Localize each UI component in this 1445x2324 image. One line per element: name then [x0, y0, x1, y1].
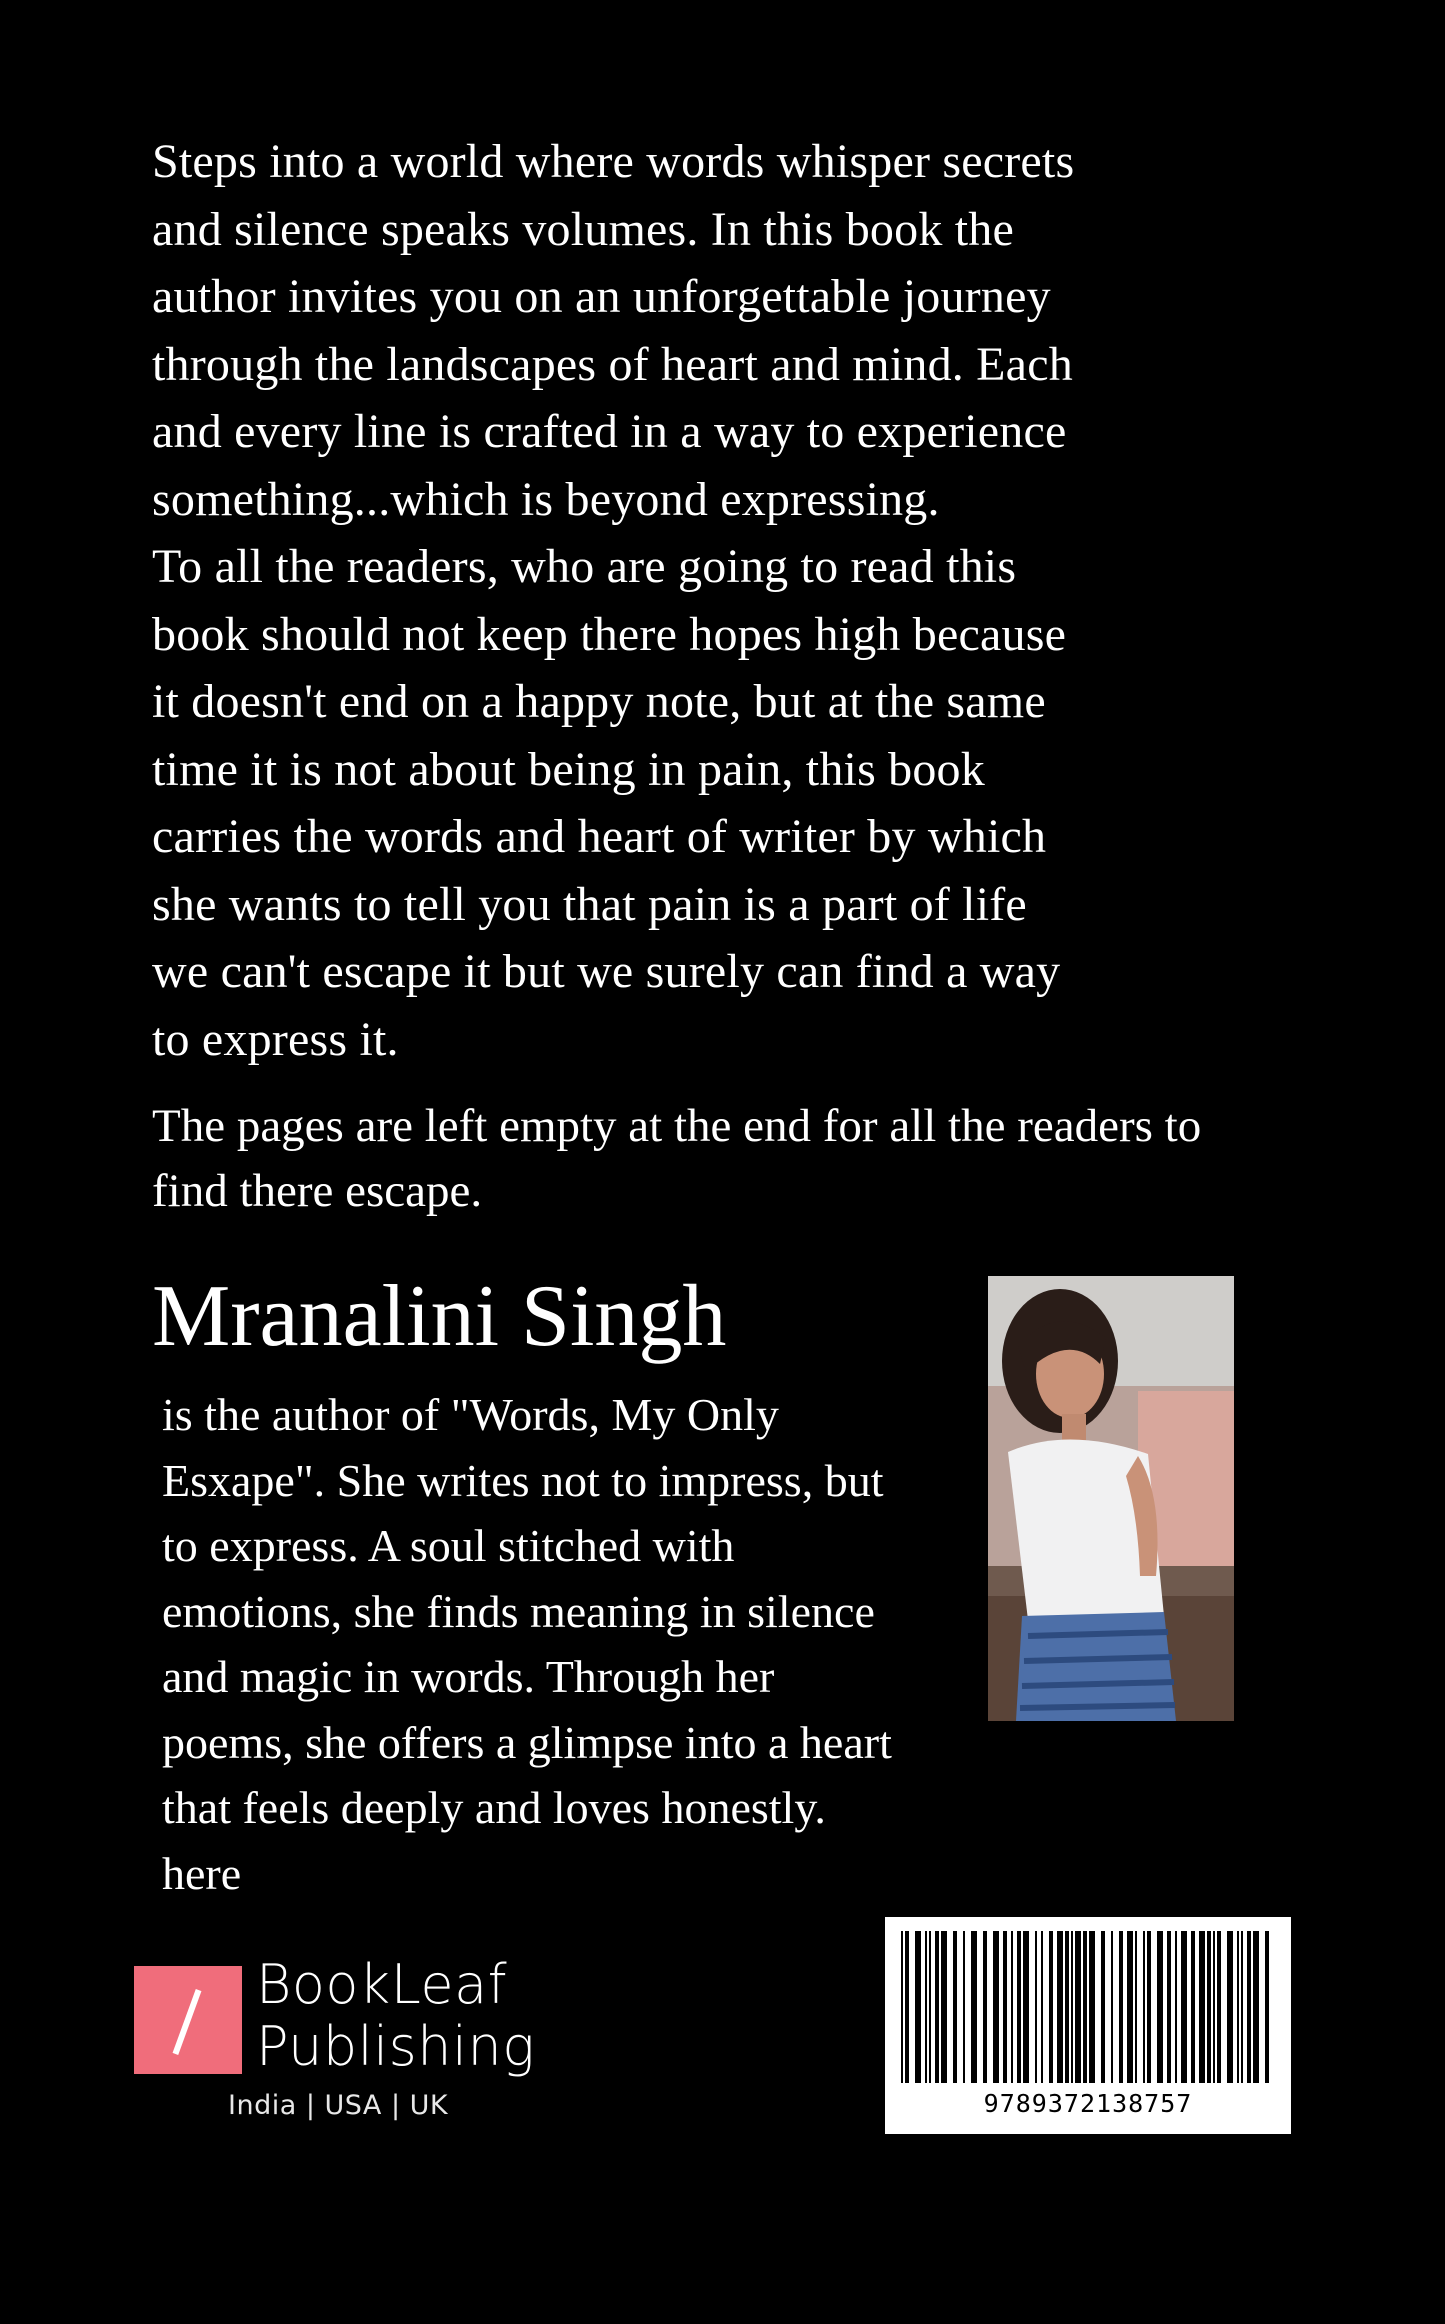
barcode-bar [1065, 1931, 1069, 2083]
barcode-bar [1135, 1931, 1137, 2083]
isbn-number: 9789372138757 [983, 2089, 1193, 2118]
barcode-bar [963, 1931, 965, 2083]
barcode-bar [1191, 1931, 1195, 2083]
barcode-bar [1181, 1931, 1187, 2083]
barcode-icon [897, 1931, 1279, 2083]
barcode-bar [1017, 1931, 1021, 2083]
barcode-bar [1227, 1931, 1233, 2083]
barcode-bar [1071, 1931, 1073, 2083]
isbn-barcode [885, 1917, 1291, 2134]
barcode-bar [1057, 1931, 1063, 2083]
barcode-bar [1175, 1931, 1177, 2083]
publisher-name: BookLeaf Publishing [256, 1953, 536, 2078]
barcode-bar [1147, 1931, 1151, 2083]
barcode-bar [1003, 1931, 1007, 2083]
barcode-bar [971, 1931, 977, 2083]
barcode-bar [905, 1931, 909, 2083]
publisher-logo [134, 1953, 554, 2140]
barcode-bar [925, 1931, 927, 2083]
barcode-bar [1167, 1931, 1171, 2083]
publisher-regions: India | USA | UK [228, 2090, 449, 2121]
barcode-bar [1213, 1931, 1215, 2083]
empty-pages-note: The pages are left empty at the end for all the readers to find there escape. [152, 1100, 1202, 1217]
barcode-bar [1041, 1931, 1043, 2083]
barcode-bar [1083, 1931, 1087, 2083]
author-photo [988, 1276, 1234, 1721]
barcode-bar [1111, 1931, 1113, 2083]
barcode-bar [901, 1931, 903, 2083]
barcode-bar [983, 1931, 987, 2083]
barcode-bar [915, 1931, 921, 2083]
author-name: Mranalini Singh [152, 1268, 727, 1365]
barcode-bar [1253, 1931, 1259, 2083]
slash-icon [173, 1989, 202, 2055]
barcode-bar [1157, 1931, 1163, 2083]
barcode-bar [1011, 1931, 1013, 2083]
barcode-bar [1247, 1931, 1251, 2083]
barcode-bar [1207, 1931, 1211, 2083]
barcode-bar [953, 1931, 957, 2083]
barcode-bar [1127, 1931, 1133, 2083]
barcode-bar [1199, 1931, 1205, 2083]
barcode-bar [1265, 1931, 1269, 2083]
barcode-bar [1035, 1931, 1037, 2083]
barcode-bar [935, 1931, 939, 2083]
publisher-mark-icon [134, 1966, 242, 2074]
barcode-bar [1241, 1931, 1243, 2083]
author-photo-illustration [988, 1276, 1234, 1721]
barcode-bar [1217, 1931, 1221, 2083]
back-cover-blurb: Steps into a world where words whisper secrets and silence speaks volumes. In this book the author invites you on an unforgettable journey through the landscapes of heart and mind. Each and every line is crafted in a way to experience something...which is beyond expressing. To all the readers, who are going to read this book should not keep there hopes high because it doesn't end on a happy note, but at the same time it is not about being in pain, this book carries the words and heart of writer by which she wants to tell you that pain is a part of life we can't escape it but we surely can find a way to express it. [152, 135, 1075, 1066]
barcode-bar [929, 1931, 931, 2083]
barcode-bar [1119, 1931, 1123, 2083]
barcode-bar [1101, 1931, 1105, 2083]
barcode-bar [1049, 1931, 1053, 2083]
author-bio: is the author of "Words, My Only Esxape". She writes not to impress, but to express. A soul stitched with emotions, she finds meaning in silence and magic in words. Through her poems, she offers a glimpse into a heart that feels deeply and loves honestly. here [162, 1389, 892, 1899]
barcode-bar [1089, 1931, 1095, 2083]
barcode-bar [941, 1931, 947, 2083]
barcode-bar [1143, 1931, 1145, 2083]
barcode-bar [1075, 1931, 1081, 2083]
barcode-bar [993, 1931, 999, 2083]
barcode-bar [1237, 1931, 1239, 2083]
barcode-bar [1023, 1931, 1029, 2083]
